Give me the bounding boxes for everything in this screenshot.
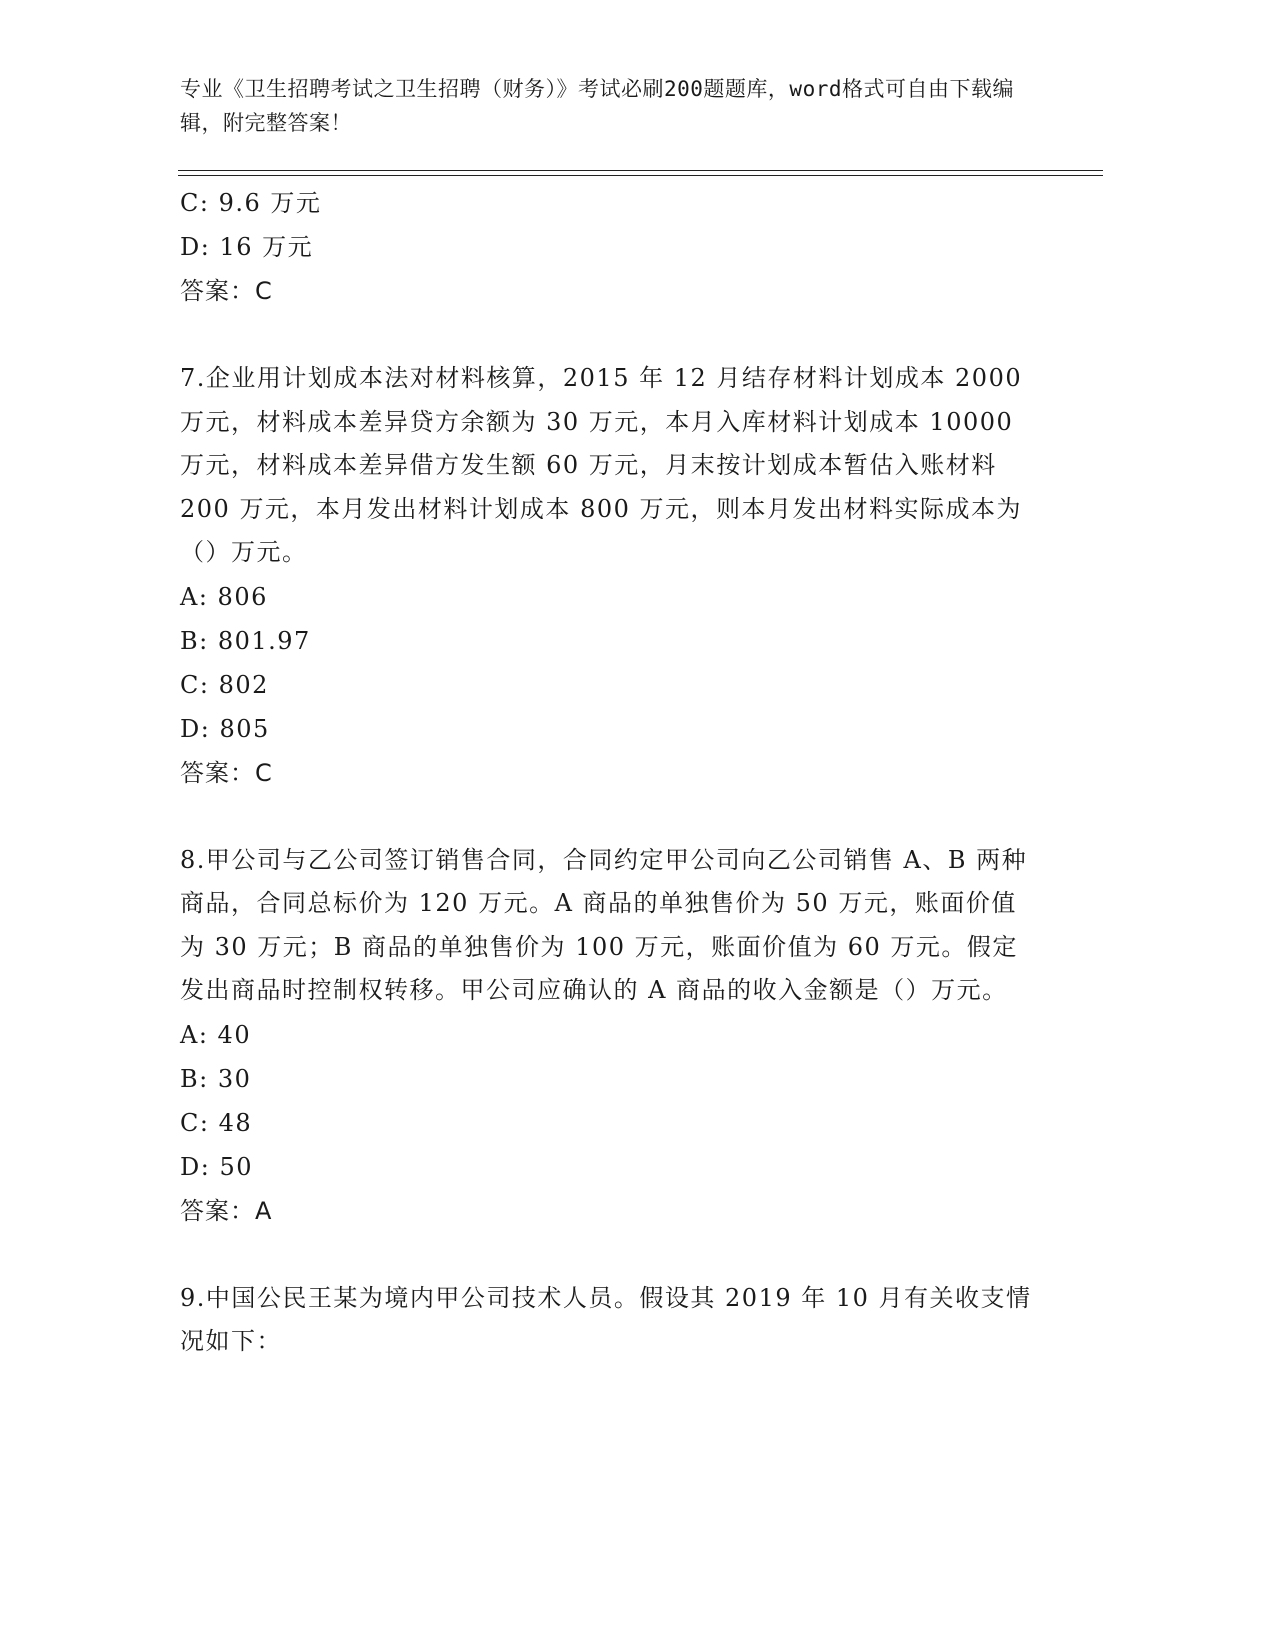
question-list: [180, 181, 1040, 1364]
option-c: C: 802: [180, 670, 269, 699]
spacer: [180, 795, 1040, 839]
option-c: C: 48: [180, 1108, 253, 1137]
option-d: D: 50: [180, 1152, 253, 1181]
question-text: 9.中国公民王某为境内甲公司技术人员。假设其 2019 年 10 月有关收支情况如下：: [180, 1283, 1032, 1355]
spacer: [180, 1233, 1040, 1277]
spacer: [180, 313, 1040, 357]
answer-label: 答案：C: [180, 758, 273, 787]
question-text: 8.甲公司与乙公司签订销售合同，合同约定甲公司向乙公司销售 A、B 两种商品，合同总标价为 120 万元。A 商品的单独售价为 50 万元，账面价值为 30 万元；B 商品的单独售价为 100 万元，账面价值为 60 万元。假定发出商品时控制权转移。甲公司应确认的 A 商品的收入金额是（）万元。: [180, 845, 1028, 1004]
option-c: C: 9.6 万元: [180, 189, 322, 217]
question-9: [180, 1277, 1040, 1364]
answer-label: 答案：A: [180, 1196, 273, 1225]
question-7: [180, 357, 1040, 795]
option-a: A: 806: [180, 582, 268, 611]
option-b: B: 30: [180, 1064, 252, 1093]
option-d: D: 16 万元: [180, 233, 314, 261]
option-d: D: 805: [180, 714, 270, 743]
question-8: [180, 839, 1040, 1233]
header-divider-line: [178, 170, 1103, 171]
question-text: 7.企业用计划成本法对材料核算，2015 年 12 月结存材料计划成本 2000 万元，材料成本差异贷方余额为 30 万元，本月入库材料计划成本 10000 万元，材料成本差异借方发生额 60 万元，月末按计划成本暂估入账材料 200 万元，本月发出材料计划成本 800 万元，则本月发出材料实际成本为（）万元。: [180, 364, 1023, 566]
document-header: 专业《卫生招聘考试之卫生招聘（财务）》考试必刷200题题库，word格式可自由下载编辑，附完整答案！: [180, 77, 1014, 135]
answer-label: 答案：C: [180, 277, 273, 305]
question-6-tail: [180, 181, 1040, 313]
option-b: B: 801.97: [180, 626, 311, 655]
header-divider-line-2: [178, 175, 1103, 176]
option-a: A: 40: [180, 1020, 252, 1049]
